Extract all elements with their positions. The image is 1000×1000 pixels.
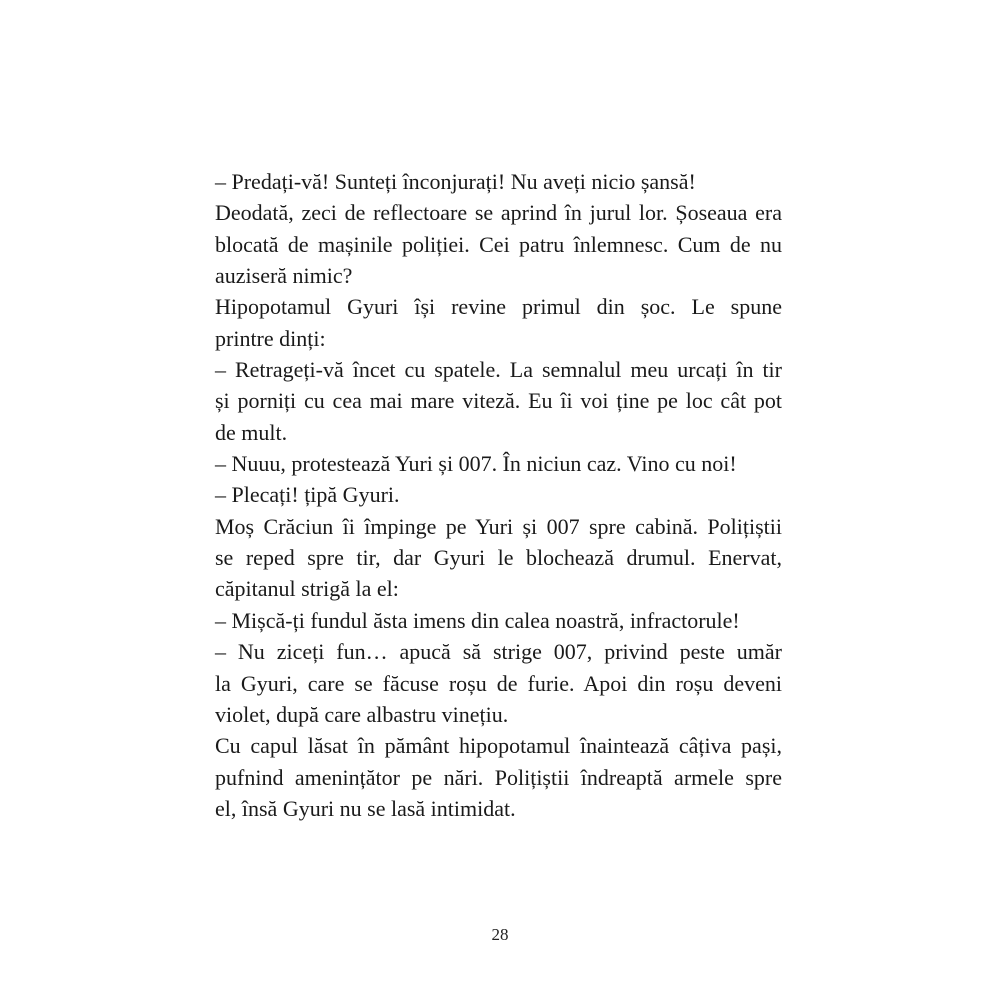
- text-line: Cu capul lăsat în pământ hipopotamul înaintează câțiva pași,: [215, 733, 782, 759]
- paragraph: [215, 479, 782, 510]
- paragraph: [215, 730, 782, 824]
- paragraph: [215, 448, 782, 479]
- paragraph: [215, 291, 782, 354]
- text-line: – Mișcă-ți fundul ăsta imens din calea noastră, infractorule!: [215, 607, 740, 633]
- text-line: pufnind amenințător pe nări. Polițiștii îndreaptă armele spre: [215, 764, 782, 790]
- text-line: – Plecați! țipă Gyuri.: [215, 482, 400, 508]
- paragraph: [215, 511, 782, 605]
- text-line: căpitanul strigă la el:: [215, 576, 399, 602]
- text-line: Moș Crăciun îi împinge pe Yuri și 007 spre cabină. Polițiștii: [215, 513, 782, 539]
- paragraph: [215, 197, 782, 291]
- paragraph: [215, 354, 782, 448]
- text-line: la Gyuri, care se făcuse roșu de furie. Apoi din roșu deveni: [215, 670, 782, 696]
- paragraph: [215, 166, 782, 197]
- text-line: el, însă Gyuri nu se lasă intimidat.: [215, 795, 516, 821]
- text-line: auziseră nimic?: [215, 263, 353, 289]
- paragraph: [215, 605, 782, 636]
- body-text: [215, 166, 782, 824]
- text-line: – Retrageți-vă încet cu spatele. La semnalul meu urcați în tir: [215, 357, 782, 383]
- text-line: și porniți cu cea mai mare viteză. Eu îi voi ține pe loc cât pot: [215, 388, 782, 414]
- text-line: – Nuuu, protestează Yuri și 007. În niciun caz. Vino cu noi!: [215, 451, 737, 477]
- text-line: violet, după care albastru vinețiu.: [215, 701, 509, 727]
- text-line: Deodată, zeci de reflectoare se aprind în jurul lor. Șoseaua era: [215, 200, 782, 226]
- page-number: 28: [491, 925, 509, 944]
- text-line: – Nu ziceți fun… apucă să strige 007, privind peste umăr: [215, 639, 782, 665]
- text-line: printre dinți:: [215, 325, 326, 351]
- text-line: blocată de mașinile poliției. Cei patru înlemnesc. Cum de nu: [215, 231, 782, 257]
- text-line: se reped spre tir, dar Gyuri le blochează drumul. Enervat,: [215, 545, 782, 571]
- text-line: Hipopotamul Gyuri își revine primul din șoc. Le spune: [215, 294, 782, 320]
- text-line: – Predați-vă! Sunteți înconjurați! Nu aveți nicio șansă!: [215, 169, 696, 194]
- paragraph: [215, 636, 782, 730]
- text-line: de mult.: [215, 419, 288, 445]
